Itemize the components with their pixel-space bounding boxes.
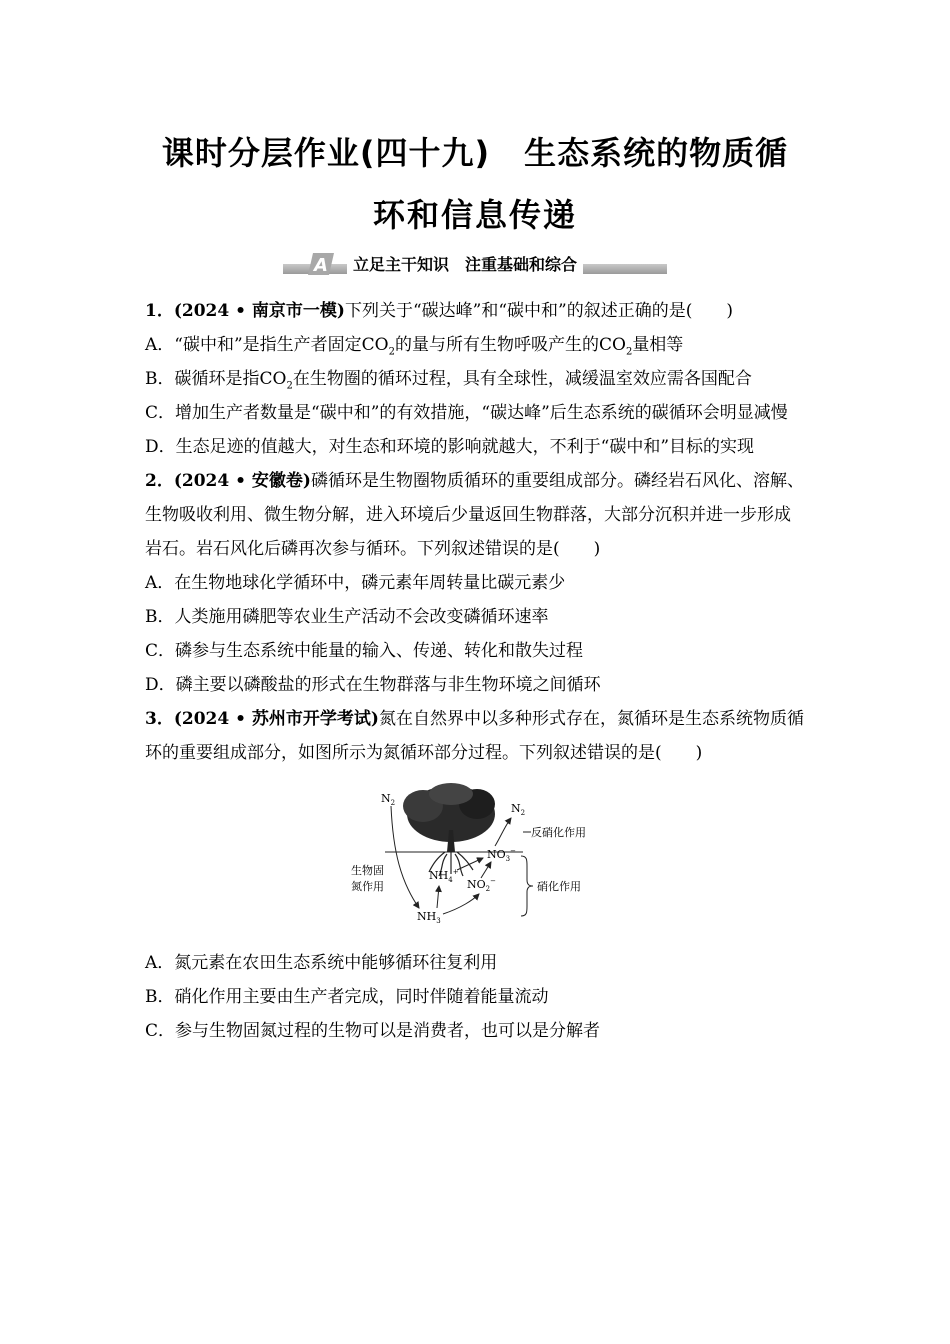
question-list	[145, 294, 807, 1048]
page-title-line2: 环和信息传递	[372, 196, 577, 234]
banner-badge-letter: A	[314, 255, 328, 276]
question-3-stem: 3．(2024 • 苏州市开学考试)氮在自然界中以多种形式存在，氮循环是生态系统物质循环的重要组成部分，如图所示为氮循环部分过程。下列叙述错误的是( )	[145, 709, 804, 763]
denitrification-label: 反硝化作用	[531, 826, 586, 839]
nh3-label: $NH_3$	[417, 910, 441, 925]
no2-label: $NO_2^-$	[467, 877, 496, 893]
title-part1: 课时分层作业(四十九)	[161, 134, 491, 172]
section-banner	[283, 252, 667, 278]
question-3-option-b[interactable]: B．硝化作用主要由生产者完成，同时伴随着能量流动	[145, 987, 549, 1007]
question-1-option-b[interactable]: B．碳循环是指$CO_2$在生物圈的循环过程，具有全球性，减缓温室效应需各国配合	[145, 369, 752, 392]
fixation-label-1: 生物固	[351, 864, 384, 877]
nitrification-label: 硝化作用	[537, 880, 581, 893]
question-2-option-c[interactable]: C．磷参与生态系统中能量的输入、传递、转化和散失过程	[145, 641, 584, 661]
fixation-label-2: 氮作用	[351, 880, 384, 893]
question-1-stem: 1．(2024 • 南京市一模)下列关于“碳达峰”和“碳中和”的叙述正确的是( )	[145, 301, 733, 321]
question-1-option-a[interactable]: A．“碳中和”是指生产者固定$CO_2$的量与所有生物呼吸产生的$CO_2$量相等	[145, 335, 684, 358]
nitrogen-cycle-diagram	[345, 782, 615, 938]
nh4-label: $NH_4^+$	[429, 868, 459, 884]
banner-text: 立足主干知识 注重基础和综合	[347, 254, 583, 276]
question-2-option-b[interactable]: B．人类施用磷肥等农业生产活动不会改变磷循环速率	[145, 607, 549, 627]
tree-icon	[403, 783, 495, 876]
question-2-option-a[interactable]: A．在生物地球化学循环中，磷元素年周转量比碳元素少	[145, 573, 566, 593]
question-3-option-c[interactable]: C．参与生物固氮过程的生物可以是消费者，也可以是分解者	[145, 1021, 601, 1041]
page-title	[0, 128, 950, 174]
n2-left-label: $N_2$	[381, 792, 396, 807]
question-1-option-d[interactable]: D．生态足迹的值越大，对生态和环境的影响就越大，不利于“碳中和”目标的实现	[145, 437, 755, 457]
n2-right-label: $N_2$	[511, 802, 526, 817]
question-3-option-a[interactable]: A．氮元素在农田生态系统中能够循环往复利用	[145, 953, 498, 973]
title-part2: 生态系统的物质循	[524, 134, 789, 172]
nitrogen-cycle-figure	[145, 782, 807, 938]
no3-label: $NO_3^-$	[487, 847, 516, 863]
question-1-option-c[interactable]: C．增加生产者数量是“碳中和”的有效措施，“碳达峰”后生态系统的碳循环会明显减慢	[145, 403, 788, 423]
question-2-option-d[interactable]: D．磷主要以磷酸盐的形式在生物群落与非生物环境之间循环	[145, 675, 601, 695]
question-2-stem: 2．(2024 • 安徽卷)磷循环是生物圈物质循环的重要组成部分。磷经岩石风化、溶解、生物吸收利用、微生物分解，进入环境后少量返回生物群落，大部分沉积并进一步形成岩石。岩石风化后磷再次参与循环。下列叙述错误的是( )	[145, 471, 804, 559]
banner-badge-icon	[307, 252, 335, 276]
